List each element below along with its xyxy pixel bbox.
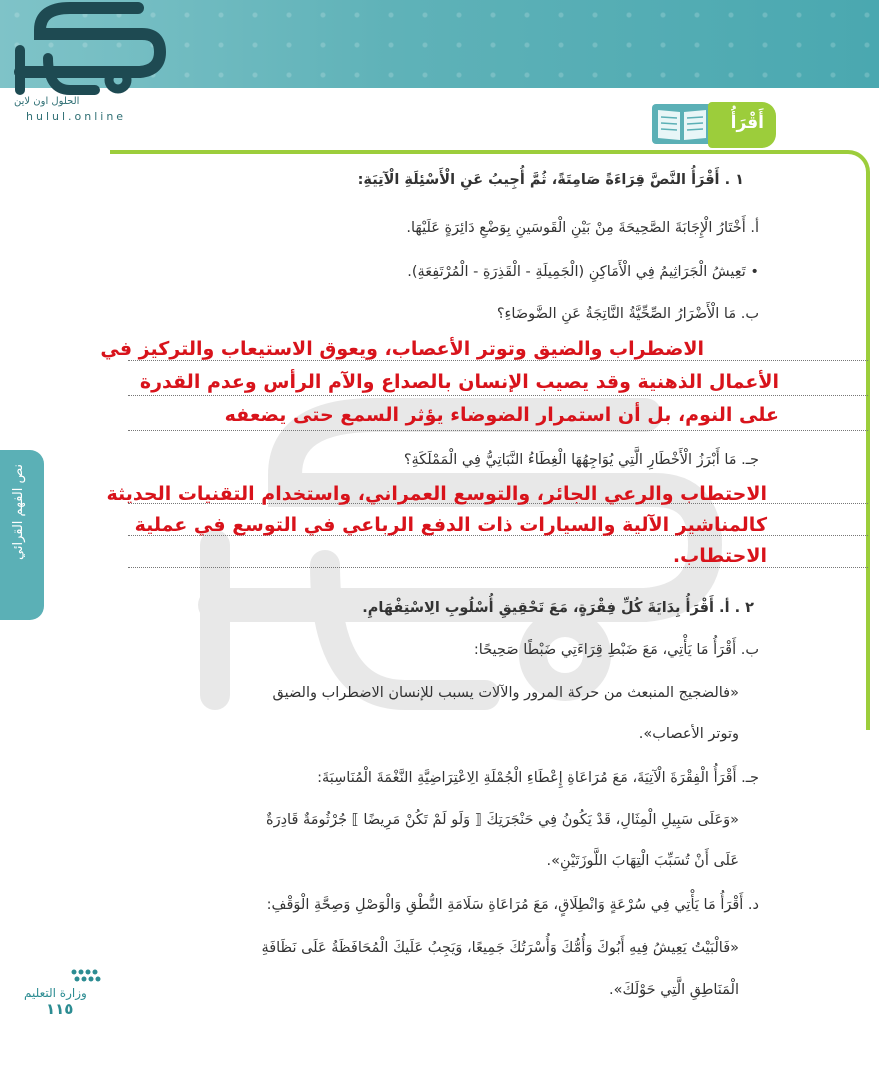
ministry-dots-icon	[24, 968, 114, 984]
read-section-tab	[708, 102, 776, 148]
q2-c-text: عَلَى أَنْ تُسَبِّبَ الْتِهَابَ اللَّوزَتَيْنِ».	[546, 853, 739, 869]
q2-b-text: «فالضجيج المنبعث من حركة المرور والآلات يسبب للإنسان الاضطراب والضيق	[272, 685, 739, 701]
open-book-icon	[650, 102, 714, 146]
answer-line	[128, 567, 868, 568]
page-number: ١١٥	[46, 1000, 74, 1018]
q1-c-answer-line: الاحتطاب.	[672, 545, 767, 567]
watermark-logo-icon	[175, 395, 735, 735]
read-label: أَقْرَأُ	[730, 113, 764, 133]
answer-line	[128, 430, 868, 431]
q2-c-instruction: جـ. أَقْرَأُ الْفِقْرَةَ الْآتِيَةَ، مَعَ مُرَاعَاةِ إِعْطَاءِ الْجُمْلَةِ الِاعْتِرَاضِيَّةِ النَّغْمَةَ الْمُنَاسِبَةَ:	[317, 770, 759, 786]
q1-a-item: • تَعِيشُ الْجَرَاثِيمُ فِي الْأَمَاكِنِ (الْجَمِيلَةِ - الْقَذِرَةِ - الْمُرْتَفِعَةِ).	[407, 264, 759, 280]
q2-d-instruction: د. أَقْرَأُ مَا يَأْتِي فِي سُرْعَةٍ وَانْطِلَاقٍ، مَعَ مُرَاعَاةِ سَلَامَةِ النُّطْقِ وَالْوَصْلِ وَصِحَّةِ الْوَقْفِ:	[266, 897, 759, 913]
q1-c-answer-line: الاحتطاب والرعي الجائر، والتوسع العمراني، واستخدام التقنيات الحديثة	[106, 483, 767, 505]
q2-b-instruction: ب. أَقْرَأُ مَا يَأْتِي، مَعَ ضَبْطِ قِرَاءَتِي ضَبْطًا صَحِيحًا:	[473, 642, 759, 658]
q1-c-answer-line: كالمناشير الآلية والسيارات ذات الدفع الرباعي في التوسع في عملية	[134, 514, 767, 536]
q1-b-answer-line: الاضطراب والضيق وتوتر الأعصاب، ويعوق الاستيعاب والتركيز في	[100, 338, 704, 360]
answer-line	[128, 395, 868, 396]
q1-prompt: ١ . أَقْرَأُ النَّصَّ قِرَاءَةً صَامِتَةً، ثُمَّ أُجِيبُ عَنِ الْأَسْئِلَةِ الْآتِيَةِ:	[357, 172, 744, 188]
logo-subtitle: الحلول اون لاين	[14, 96, 80, 107]
q1-b-answer-line: على النوم، بل أن استمرار الضوضاء يؤثر السمع حتى يضعفه	[224, 404, 779, 426]
ministry-name: وزارة التعليم	[24, 986, 87, 1000]
site-logo	[0, 0, 175, 130]
q1-b-question: ب. مَا الْأَضْرَارُ الصِّحِّيَّةُ النَّاتِجَةُ عَنِ الضَّوضَاءِ؟	[496, 306, 759, 322]
q1-a-instruction: أ. أَخْتَارُ الْإِجَابَةَ الصَّحِيحَةَ مِنْ بَيْنِ الْقَوسَينِ بِوَضْعِ دَائِرَةٍ عَلَيْهَا.	[406, 220, 759, 236]
side-tab-label: نص الفهم القرائي	[11, 464, 26, 560]
q2-b-text: وتوتر الأعصاب».	[638, 726, 739, 742]
q1-c-question: جـ. مَا أَبْرَزُ الْأَخْطَارِ الَّتِي يُوَاجِهُهَا الْغِطَاءُ النَّبَاتِيُّ فِي الْمَمْلَكَةِ؟	[403, 452, 759, 468]
q2-a-instruction: ٢ . أ. أَقْرَأُ بِدَايَةَ كُلِّ فِقْرَةٍ، مَعَ تَحْقِيقِ أُسْلُوبِ الِاسْتِفْهَامِ.	[362, 600, 754, 616]
q2-c-text: «وَعَلَى سَبِيلِ الْمِثَالِ، قَدْ يَكُونُ فِي حَنْجَرَتِكَ ⟦ وَلَو لَمْ تَكُنْ مَرِيضًا ⟧ جُرْثُومَةٌ قَادِرَةٌ	[265, 812, 739, 828]
chapter-side-tab	[0, 450, 44, 620]
q2-d-text: الْمَنَاطِقِ الَّتِي حَوْلَكَ».	[609, 982, 739, 998]
logo-url: hulul.online	[26, 110, 127, 123]
q2-d-text: «فَالْبَيْتُ يَعِيشُ فِيهِ أَبُوكَ وَأُمُّكَ وَأُسْرَتُكَ جَمِيعًا، وَيَجِبُ عَلَيكَ الْمُحَافَظَةُ عَلَى نَظَافَةِ	[261, 940, 739, 956]
logo-mark-icon	[0, 0, 175, 100]
q1-b-answer-line: الأعمال الذهنية وقد يصيب الإنسان بالصداع والآم الرأس وعدم القدرة	[139, 371, 779, 393]
answer-line	[128, 360, 868, 361]
